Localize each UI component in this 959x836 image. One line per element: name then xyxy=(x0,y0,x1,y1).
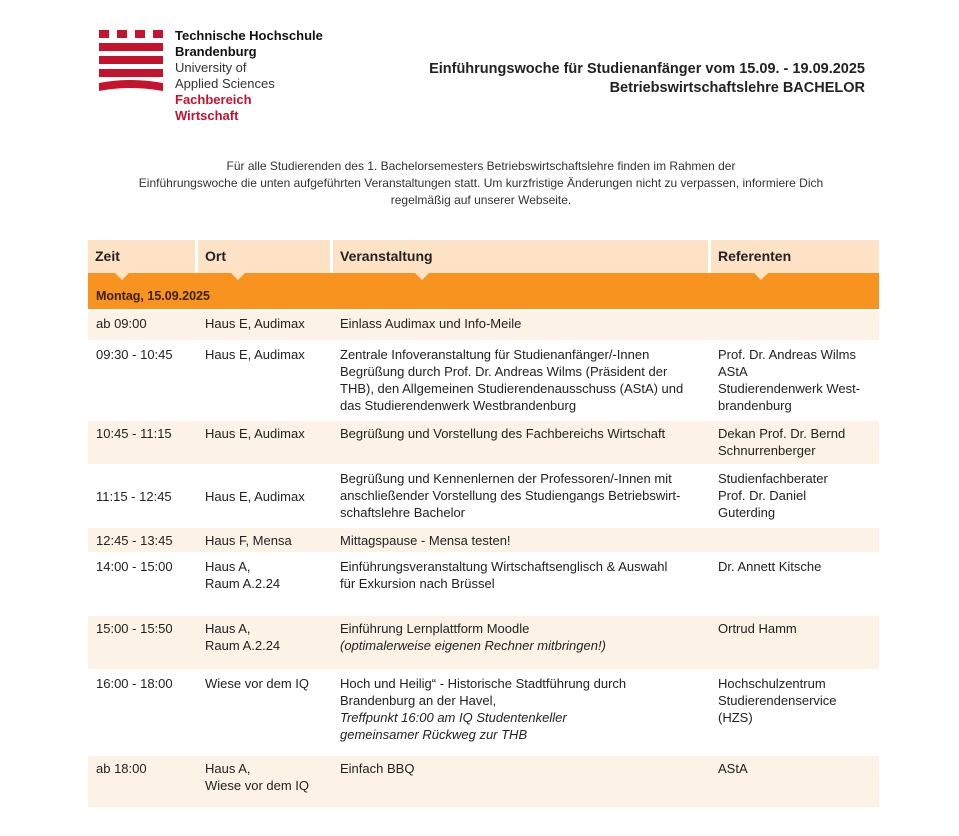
logo-wordmark xyxy=(175,28,323,124)
table-row xyxy=(88,669,879,754)
cell-event-line: THB), den Allgemeinen Studierendenausschuss (AStA) und xyxy=(340,381,684,396)
cell-speakers-line: Studienfachberater xyxy=(718,471,828,486)
cell-event-line: Einführungsveranstaltung Wirtschaftsenglisch & Auswahl xyxy=(340,559,668,574)
column-header-time: Zeit xyxy=(95,248,120,264)
header-pointer-icon xyxy=(754,273,768,280)
table-row xyxy=(88,526,879,552)
cell-event-line: Mittagspause - Mensa testen! xyxy=(340,533,511,548)
intro-line: regelmäßig auf unserer Webseite. xyxy=(390,193,572,207)
cell-time xyxy=(96,425,196,442)
cell-event xyxy=(340,470,710,521)
cell-time xyxy=(96,488,196,505)
cell-speakers-line: AStA xyxy=(718,364,748,379)
cell-location xyxy=(205,558,330,592)
cell-event xyxy=(340,425,710,442)
cell-speakers-line: Guterding xyxy=(718,505,776,520)
cell-time xyxy=(96,558,196,575)
cell-event-line: Begrüßung und Kennenlernen der Professoren/-Innen mit xyxy=(340,471,672,486)
cell-location-line: Haus A, xyxy=(205,761,251,776)
cell-location-line: Haus E, Audimax xyxy=(205,347,305,362)
cell-speakers xyxy=(718,425,878,459)
cell-speakers-line: Studierendenservice xyxy=(718,693,837,708)
cell-event-note: Treffpunkt 16:00 am IQ Studentenkeller xyxy=(340,710,567,725)
table-row xyxy=(88,309,879,340)
cell-event xyxy=(340,532,710,549)
cell-speakers xyxy=(718,346,878,414)
table-row xyxy=(88,340,879,419)
cell-speakers-line: AStA xyxy=(718,761,748,776)
table-row xyxy=(88,614,879,669)
cell-event-line: Begrüßung durch Prof. Dr. Andreas Wilms (Präsident der xyxy=(340,364,668,379)
logo-line: Brandenburg xyxy=(175,44,257,59)
cell-location xyxy=(205,315,330,332)
logo-line: Wirtschaft xyxy=(175,108,239,123)
header-pointer-icon xyxy=(415,273,429,280)
table-row xyxy=(88,754,879,807)
cell-event-line: Einlass Audimax und Info-Meile xyxy=(340,316,522,331)
cell-time-line: 15:00 - 15:50 xyxy=(96,621,173,636)
cell-time xyxy=(96,760,196,777)
cell-speakers-line: Hochschulzentrum xyxy=(718,676,826,691)
cell-speakers-line: Dekan Prof. Dr. Bernd xyxy=(718,426,846,441)
cell-location-line: Haus F, Mensa xyxy=(205,533,292,548)
cell-location-line: Haus E, Audimax xyxy=(205,316,305,331)
page-title xyxy=(429,60,865,98)
cell-location xyxy=(205,532,330,549)
cell-speakers-line: Schnurrenberger xyxy=(718,443,816,458)
table-body xyxy=(88,309,879,807)
cell-event xyxy=(340,620,710,654)
cell-time-line: 14:00 - 15:00 xyxy=(96,559,173,574)
column-header-event: Veranstaltung xyxy=(340,248,433,264)
intro-text xyxy=(100,158,862,209)
cell-speakers xyxy=(718,558,878,575)
cell-event-line: Einfach BBQ xyxy=(340,761,415,776)
column-header-speakers: Referenten xyxy=(718,248,792,264)
cell-event-line: Zentrale Infoveranstaltung für Studienanfänger/-Innen xyxy=(340,347,650,362)
page-title-line: Einführungswoche für Studienanfänger vom 15.09. - 19.09.2025 xyxy=(429,61,865,77)
cell-event xyxy=(340,558,710,592)
cell-event-line: Begrüßung und Vorstellung des Fachbereichs Wirtschaft xyxy=(340,426,666,441)
cell-time-line: ab 18:00 xyxy=(96,761,147,776)
header-pointer-icon xyxy=(115,273,129,280)
cell-time xyxy=(96,532,196,549)
cell-location xyxy=(205,675,330,692)
thb-logo xyxy=(99,30,359,135)
cell-event-line: Einführung Lernplattform Moodle xyxy=(340,621,530,636)
cell-event-line: das Studierendenwerk Westbrandenburg xyxy=(340,398,577,413)
logo-line: Applied Sciences xyxy=(175,76,275,91)
cell-location-line: Haus E, Audimax xyxy=(205,489,305,504)
cell-time-line: 09:30 - 10:45 xyxy=(96,347,173,362)
table-header xyxy=(88,240,879,273)
table-row xyxy=(88,552,879,614)
cell-speakers-line: brandenburg xyxy=(718,398,792,413)
header-pointer-icon xyxy=(231,273,245,280)
cell-location xyxy=(205,760,330,794)
cell-event-line: anschließender Vorstellung des Studiengangs Betriebswirt- xyxy=(340,488,681,503)
cell-event-line: Hoch und Heilig“ - Historische Stadtführung durch xyxy=(340,676,627,691)
cell-time-line: ab 09:00 xyxy=(96,316,147,331)
cell-location xyxy=(205,620,330,654)
cell-time-line: 12:45 - 13:45 xyxy=(96,533,173,548)
page-subtitle: Betriebswirtschaftslehre BACHELOR xyxy=(609,80,865,96)
cell-time xyxy=(96,620,196,637)
cell-time-line: 16:00 - 18:00 xyxy=(96,676,173,691)
column-header-location: Ort xyxy=(205,248,226,264)
logo-line: Technische Hochschule xyxy=(175,28,323,43)
cell-location xyxy=(205,425,330,442)
cell-location-line: Haus A, xyxy=(205,621,251,636)
cell-time xyxy=(96,315,196,332)
cell-speakers-line: (HZS) xyxy=(718,710,753,725)
cell-event-note: (optimalerweise eigenen Rechner mitbringen!) xyxy=(340,638,606,653)
day-label: Montag, 15.09.2025 xyxy=(96,289,210,303)
cell-event-line: für Exkursion nach Brüssel xyxy=(340,576,495,591)
table-row xyxy=(88,419,879,464)
cell-location-line: Raum A.2.24 xyxy=(205,576,281,591)
cell-event-note: gemeinsamer Rückweg zur THB xyxy=(340,727,528,742)
cell-speakers xyxy=(718,620,878,637)
cell-event-line: schaftslehre Bachelor xyxy=(340,505,466,520)
cell-speakers-line: Prof. Dr. Andreas Wilms xyxy=(718,347,856,362)
cell-speakers-line: Dr. Annett Kitsche xyxy=(718,559,822,574)
logo-line: Fachbereich xyxy=(175,92,252,107)
cell-speakers xyxy=(718,470,878,521)
cell-speakers-line: Ortrud Hamm xyxy=(718,621,797,636)
cell-event xyxy=(340,675,710,743)
logo-line: University of xyxy=(175,60,247,75)
cell-event xyxy=(340,346,710,414)
cell-location xyxy=(205,346,330,363)
intro-line: Für alle Studierenden des 1. Bachelorsemesters Betriebswirtschaftslehre finden im Rahmen der xyxy=(226,159,736,173)
cell-location-line: Wiese vor dem IQ xyxy=(205,676,310,691)
cell-speakers xyxy=(718,675,878,726)
cell-time xyxy=(96,675,196,692)
cell-event xyxy=(340,315,710,332)
schedule-table xyxy=(88,240,879,807)
cell-event-line: Brandenburg an der Havel, xyxy=(340,693,497,708)
cell-speakers xyxy=(718,760,878,777)
cell-location-line: Wiese vor dem IQ xyxy=(205,778,310,793)
cell-event xyxy=(340,760,710,777)
table-row xyxy=(88,464,879,526)
cell-time xyxy=(96,346,196,363)
cell-time-line: 11:15 - 12:45 xyxy=(96,489,172,504)
cell-time-line: 10:45 - 11:15 xyxy=(96,426,172,441)
intro-line: Einführungswoche die unten aufgeführten Veranstaltungen statt. Um kurzfristige Änderungen nicht zu verpassen, informiere Dich xyxy=(138,176,824,190)
cell-location xyxy=(205,488,330,505)
cell-location-line: Raum A.2.24 xyxy=(205,638,281,653)
cell-location-line: Haus E, Audimax xyxy=(205,426,305,441)
cell-location-line: Haus A, xyxy=(205,559,251,574)
cell-speakers-line: Studierendenwerk West- xyxy=(718,381,861,396)
cell-speakers-line: Prof. Dr. Daniel xyxy=(718,488,807,503)
thb-logo-mark-icon xyxy=(99,30,164,100)
